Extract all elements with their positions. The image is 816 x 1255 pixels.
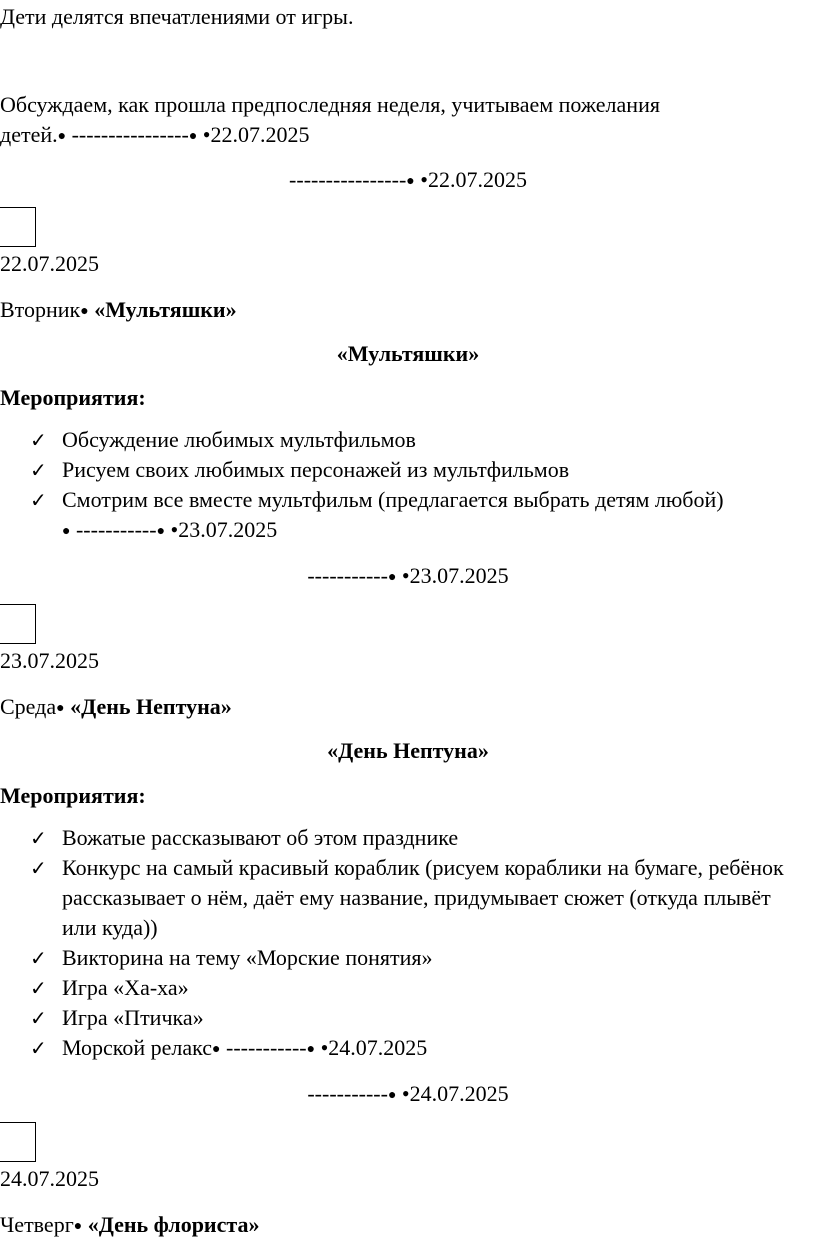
- intro-line-3-dashes: ----------------: [66, 122, 189, 147]
- day2-center-date: 24.07.2025: [409, 1081, 509, 1106]
- day1-center-title: «Мультяшки»: [336, 341, 480, 366]
- day2-title: «День Нептуна»: [70, 694, 232, 719]
- day2-heading: [0, 692, 232, 724]
- day2-center-title: «День Нептуна»: [327, 738, 489, 763]
- list-item: ✓ Конкурс на самый красивый кораблик (рисуем кораблики на бумаге, ребёнок рассказывает о нём, даёт ему название, придумывает сюжет (откуда плывёт или куда)): [30, 855, 784, 940]
- checkmark-icon: ✓: [30, 458, 47, 482]
- bullet-dot-icon: ●: [156, 524, 166, 539]
- bullet-dot-icon: •: [401, 563, 410, 588]
- day1-title: «Мультяшки»: [94, 297, 237, 322]
- checkmark-icon: ✓: [30, 428, 47, 452]
- intro-line-3-date: 22.07.2025: [210, 122, 310, 147]
- image-placeholder-box: [0, 604, 36, 644]
- day2-activities-list: [0, 823, 800, 1065]
- day3-heading: [0, 1210, 259, 1242]
- bullet-dot-icon: ●: [387, 1088, 397, 1103]
- list-item: ✓ Морской релакс● -----------● •24.07.2025: [0, 1033, 800, 1065]
- checkmark-icon: ✓: [30, 946, 47, 970]
- day2-date: 23.07.2025: [0, 648, 99, 673]
- day3-date: 24.07.2025: [0, 1166, 99, 1191]
- intro-line-3-text: детей.: [0, 122, 58, 147]
- day1-tail-dashes: -----------: [75, 517, 157, 542]
- bullet-dot-icon: •: [320, 1035, 329, 1060]
- list-item: ✓ Игра «Птичка»: [0, 1003, 800, 1033]
- day1-center-dashes: -----------: [307, 563, 388, 588]
- day2-tail-dashes: -----------: [220, 1035, 307, 1060]
- checkmark-icon: ✓: [30, 1006, 47, 1030]
- bullet-dot-icon: ●: [73, 1219, 83, 1234]
- list-item: ✓ Обсуждение любимых мультфильмов: [0, 425, 816, 455]
- bullet-dot-icon: ●: [80, 304, 89, 319]
- checkmark-icon: ✓: [30, 856, 47, 880]
- checkmark-icon: ✓: [30, 1036, 47, 1060]
- bullet-dot-icon: •: [401, 1081, 410, 1106]
- image-placeholder-box: [0, 1122, 36, 1162]
- day1-activities-list: [0, 425, 816, 547]
- intro-center-dashes: ----------------: [289, 167, 407, 192]
- image-placeholder-box: [0, 207, 36, 247]
- checkmark-icon: ✓: [30, 488, 47, 512]
- bullet-dot-icon: ●: [57, 129, 67, 144]
- day2-center-dashes: -----------: [307, 1081, 388, 1106]
- bullet-dot-icon: •: [420, 167, 428, 192]
- list-item: ✓ Вожатые рассказывают об этом празднике: [0, 823, 800, 853]
- day2-center-line: [0, 1079, 816, 1111]
- day1-tail-date: 23.07.2025: [178, 517, 278, 542]
- bullet-dot-icon: ●: [56, 701, 65, 716]
- day1-date: 22.07.2025: [0, 251, 99, 276]
- bullet-dot-icon: ●: [212, 1042, 221, 1057]
- bullet-dot-icon: ●: [387, 570, 397, 585]
- day1-heading: [0, 295, 237, 327]
- bullet-dot-icon: ●: [406, 174, 415, 189]
- day2-weekday: Среда: [0, 694, 57, 719]
- day1-center-date: 23.07.2025: [409, 563, 509, 588]
- day1-activities-label: Мероприятия:: [0, 385, 146, 410]
- list-item: ✓ Викторина на тему «Морские понятия»: [0, 943, 800, 973]
- day1-weekday: Вторник: [0, 297, 81, 322]
- checkmark-icon: ✓: [30, 976, 47, 1000]
- day3-title: «День флориста»: [87, 1212, 260, 1237]
- list-item: ✓ Смотрим все вместе мультфильм (предлагается выбрать детям любой) ● -----------● •23.07.2025: [30, 487, 724, 542]
- intro-line-3: [0, 120, 309, 152]
- checkmark-icon: ✓: [30, 826, 47, 850]
- bullet-dot-icon: •: [170, 517, 179, 542]
- intro-center-date: 22.07.2025: [427, 167, 527, 192]
- bullet-dot-icon: ●: [62, 524, 71, 539]
- list-item: ✓ Игра «Ха-ха»: [0, 973, 800, 1003]
- day2-activities-label: Мероприятия:: [0, 783, 146, 808]
- bullet-dot-icon: •: [202, 122, 211, 147]
- list-item: ✓ Рисуем своих любимых персонажей из мультфильмов: [0, 455, 816, 485]
- intro-center-line: [0, 165, 816, 197]
- day2-tail-date: 24.07.2025: [328, 1035, 428, 1060]
- intro-line-2: Обсуждаем, как прошла предпоследняя неделя, учитываем пожелания: [0, 92, 660, 117]
- bullet-dot-icon: ●: [306, 1042, 316, 1057]
- bullet-dot-icon: ●: [188, 129, 198, 144]
- day3-weekday: Четверг: [0, 1212, 74, 1237]
- intro-line-1: Дети делятся впечатлениями от игры.: [0, 4, 354, 29]
- day1-center-line: [0, 561, 816, 593]
